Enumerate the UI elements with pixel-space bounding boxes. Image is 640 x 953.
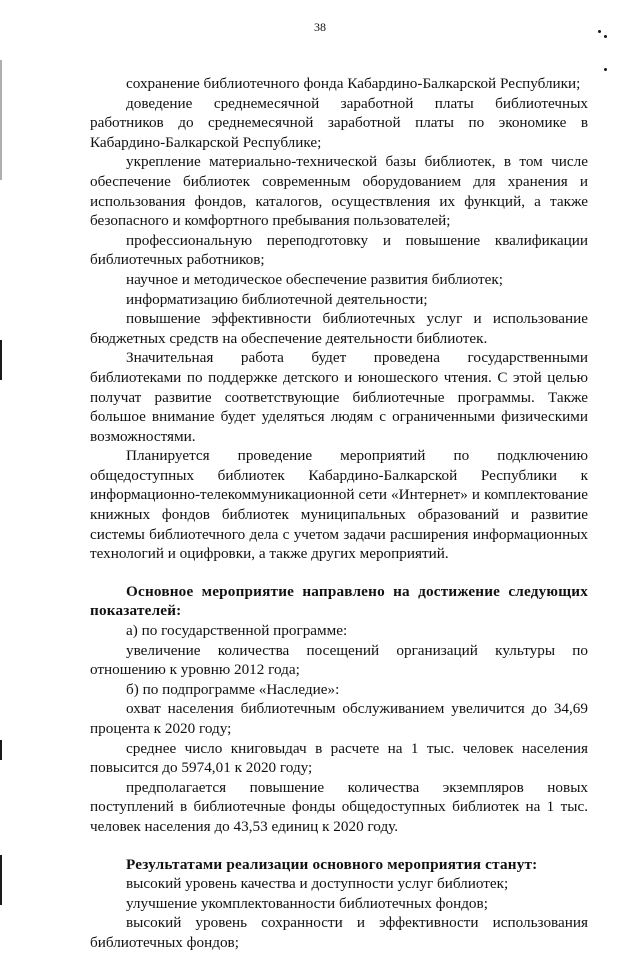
paragraph: высокий уровень качества и доступности услуг библиотек;: [126, 875, 509, 893]
page-number: 38: [314, 20, 326, 34]
paragraph: среднее число книговыдач в расчете на 1 тыс. человек населения повысится до 5974,01 к 2020 году;: [90, 739, 588, 777]
scan-speck: [598, 30, 601, 33]
paragraph: доведение среднемесячной заработной платы библиотечных работников до среднемесячной заработной платы по экономике в Кабардино-Балкарской Республике;: [90, 94, 588, 151]
paragraph: повышение эффективности библиотечных услуг и использование бюджетных средств на обеспечение деятельности библиотек.: [90, 310, 588, 347]
paragraph: сохранение библиотечного фонда Кабардино-Балкарской Республики;: [126, 75, 581, 92]
paragraph: б) по подпрограмме «Наследие»:: [126, 680, 340, 698]
paragraph: увеличение количества посещений организаций культуры по отношению к уровню 2012 года;: [90, 641, 588, 679]
paragraph: профессиональную переподготовку и повышение квалификации библиотечных работников;: [90, 231, 588, 269]
document-body: [90, 74, 588, 953]
section-heading: Результатами реализации основного мероприятия станут:: [126, 855, 538, 873]
scan-speck: [604, 68, 607, 71]
paragraph: предполагается повышение количества экземпляров новых поступлений в библиотечные фонды общедоступных библиотек на 1 тыс. человек населения до 43,53 единиц к 2020 году.: [90, 778, 588, 835]
paragraph: улучшение укомплектованности библиотечных фондов;: [126, 894, 488, 912]
paragraph: Значительная работа будет проведена государственными библиотеками по поддержке детского и юношеского чтения. С этой целью получат развитие соответствующие библиотечные программы. Также большое внимание будет уделяться людям с ограниченными физическими возможностями.: [90, 349, 588, 445]
scan-edge-mark: [0, 740, 2, 760]
section-heading: Основное мероприятие направлено на достижение следующих показателей:: [90, 582, 588, 620]
paragraph: информатизацию библиотечной деятельности;: [126, 290, 428, 308]
paragraph: научное и методическое обеспечение развития библиотек;: [126, 270, 504, 288]
paragraph: Планируется проведение мероприятий по подключению общедоступных библиотек Кабардино-Балкарской Республики к информационно-телекоммуникационной сети «Интернет» и комплектование книжных фондов библиотек муниципальных образований и развитие системы библиотечного дела с учетом задачи расширения информационных технологий и оцифровки, а также других мероприятий.: [90, 447, 588, 563]
scan-edge-mark: [0, 855, 2, 905]
paragraph: высокий уровень сохранности и эффективности использования библиотечных фондов;: [90, 914, 588, 951]
paragraph: укрепление материально-технической базы библиотек, в том числе обеспечение библиотек современным оборудованием для хранения и использования фондов, каталогов, осуществления их функций, а также безопасного и комфортного пребывания пользователей;: [90, 153, 588, 230]
scan-edge-mark: [0, 340, 2, 380]
scan-edge-mark: [0, 60, 2, 180]
paragraph: охват населения библиотечным обслуживанием увеличится до 34,69 процента к 2020 году;: [90, 700, 588, 737]
scan-speck: [604, 35, 607, 38]
paragraph: а) по государственной программе:: [126, 622, 348, 640]
